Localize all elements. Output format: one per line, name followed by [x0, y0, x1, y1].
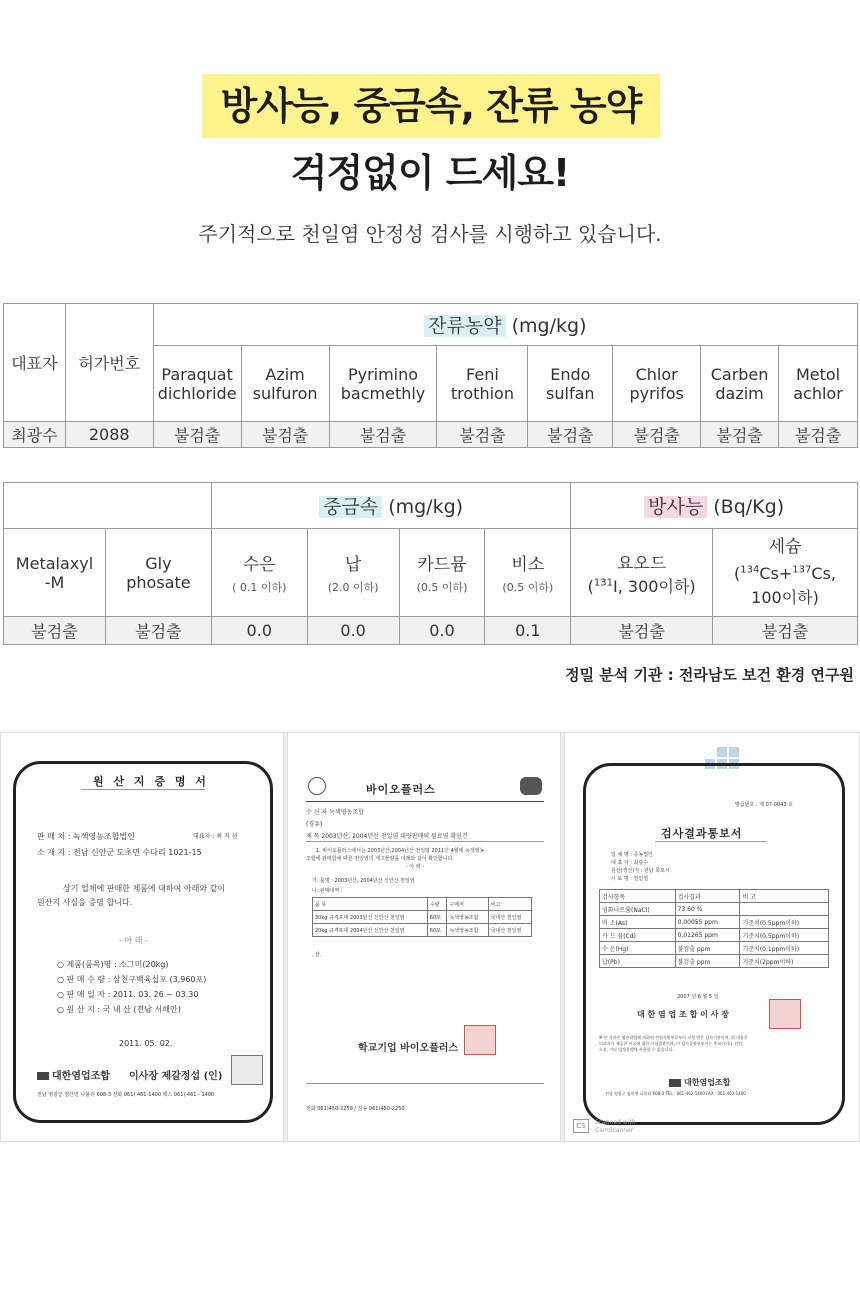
pesticide-col: Metol achlor: [779, 346, 858, 422]
doc2-header: 바이오플러스: [366, 783, 436, 796]
doc3-results-table: 검사항목 검사결과 비 고 염화나트륨(NaCl) 73.60 % 비 소(As) 0.00055 ppm 기준치(0.5ppm이하) 카 드 뮴(Cd) 0.01265 ppm 기준치(0.5ppm이하) 수 은(Hg) 불검출 ppm 기준치(0.1ppm이하) 납(Pb) 불검출 ppm 기준치(2ppm이하): [599, 889, 829, 968]
doc2-end: . 끝.: [312, 952, 322, 958]
doc2-note1: 가. 품명 : 2003년산, 2004년산 신안산 천일염: [312, 878, 415, 884]
result-cell: 0.1: [485, 617, 571, 645]
doc1-item2: ○ 판 매 수 량 : 삼천구백육십포 (3,960포): [57, 975, 207, 984]
doc1-footer: 전남 영광군 염산면 나불리 608-3 전화 061) 461-1400 팩스 061) 461 - 1400: [37, 1092, 215, 1098]
doc1-body2: 원산지 사실을 증명 합니다.: [37, 898, 133, 907]
metals-results-row: [4, 617, 858, 645]
result-cell: 0.0: [307, 617, 399, 645]
result-cell: 불검출: [528, 422, 613, 448]
headline-highlight: [202, 74, 660, 138]
metals-radiation-table: [3, 482, 858, 645]
university-logo-icon: [308, 777, 326, 795]
metals-names-row: [4, 529, 858, 617]
doc3-note: ※ 본 기관은 염관리법에 의하여 산업자원부로부터 지정 받은 검사기관이며, 위 내용은: [599, 1035, 748, 1040]
doc1-seller: 판 매 처 : 녹색영농조합법인: [37, 832, 135, 841]
doc2-note2: 나. 판매내역 :: [312, 888, 343, 894]
result-cell: 불검출: [105, 617, 211, 645]
col-representative: 대표자: [4, 304, 66, 422]
result-cell: 불검출: [613, 422, 701, 448]
col-glyphosate: Gly phosate: [105, 529, 211, 617]
doc1-item1: ○ 제품(품목)명 : 소그미(20kg): [57, 960, 169, 969]
radiation-label: 방사능: [644, 496, 707, 518]
radio-col-cesium: 세슘 ($^{134}$Cs+$^{137}$Cs, 100이하): [713, 529, 858, 617]
doc3-info: 대 표 자 : 최광수: [611, 860, 649, 866]
metal-col-cadmium: 카드뮴 (0.5 이하): [399, 529, 485, 617]
seal-stamp-icon: [231, 1055, 263, 1085]
bioplus-letter-scan: [287, 732, 561, 1142]
doc2-subject: 제 목 2003년산, 2004년산 천일염 대량판매의 원료염 확인건: [306, 833, 468, 840]
doc1-org: 대한염업조합: [37, 1067, 110, 1082]
org-logo-icon: [37, 1072, 49, 1080]
doc1-below: - 아 래 -: [119, 936, 148, 945]
pesticide-col: Endo sulfan: [528, 346, 613, 422]
doc1-seller-rep: 대표자 : 최 지 선: [193, 833, 238, 840]
doc1-item4: ○ 원 산 지 : 국 내 산 (전남 서해안): [57, 1005, 181, 1014]
subtitle: 주기적으로 천일염 안정성 검사를 시행하고 있습니다.: [198, 222, 662, 246]
result-cell: 불검출: [713, 617, 858, 645]
pesticide-group-label: 잔류농약: [424, 315, 505, 337]
radiation-group-header: [571, 483, 858, 529]
doc3-title: 검사결과통보서: [661, 827, 743, 840]
radiation-unit: (Bq/Kg): [713, 496, 785, 518]
doc1-address: 소 재 지 : 전남 신안군 도초면 수다리 1021-15: [37, 848, 202, 857]
result-cell: 불검출: [4, 617, 106, 645]
doc2-below: - 아 래 -: [406, 864, 425, 870]
camscanner-logo-icon: CS: [573, 1119, 589, 1133]
pesticide-group-header: [153, 304, 857, 346]
col-metalaxyl: Metalaxyl -M: [4, 529, 106, 617]
test-result-report-scan: [564, 732, 860, 1142]
heavy-metal-group-header: [211, 483, 570, 529]
doc1-date: 2011. 05. 02.: [119, 1039, 173, 1048]
pesticide-table: [3, 303, 858, 448]
pesticide-col: Paraquat dichloride: [153, 346, 241, 422]
scanner-watermark: Scanned with: [595, 1119, 636, 1126]
heavy-metal-unit: (mg/kg): [388, 496, 464, 518]
red-seal-stamp-icon: [769, 999, 801, 1029]
doc3-note: 의뢰자가 제공한 시료에 대한 시험결과이며, 이 검사결과통보서는 홍보이거나 선전,: [599, 1041, 744, 1046]
origin-certificate-scan: [0, 732, 284, 1142]
heavy-metal-label: 중금속: [319, 496, 382, 518]
doc1-item3: ○ 판 매 일 자 : 2011. 03. 26 ~ 03.30: [57, 990, 199, 999]
pesticide-results-row: [4, 422, 858, 448]
result-cell: 불검출: [701, 422, 779, 448]
doc2-body1: 1. 바이오플러스에서는 2003년산,2004년산 천일염 2011년 4월에 녹색영농: [316, 848, 485, 854]
doc2-via: (경유): [306, 821, 323, 828]
result-cell: 불검출: [779, 422, 858, 448]
analysis-agency: 정밀 분석 기관 : 전라남도 보건 환경 연구원: [565, 666, 854, 684]
result-cell: 불검출: [571, 617, 713, 645]
doc3-info: 시 료 명 : 천일염: [611, 876, 649, 882]
doc2-footer: 전화 061)450-2259 / 전송 061)450-2250: [306, 1106, 405, 1112]
doc2-body2: 조합에 판매함에 따른 천일염의 재고물량을 아래와 같이 확인합니다.: [306, 856, 454, 862]
pesticide-col: Azim sulfuron: [241, 346, 329, 422]
doc2-signer: 학교기업 바이오플러스: [358, 1043, 459, 1054]
doc3-note: 소송, 기타 법정분쟁에 사용할 수 없습니다.: [599, 1047, 674, 1052]
pesticide-col: Pyrimino bacmethly: [329, 346, 437, 422]
doc3-info: 업 체 명 : 증농법인: [611, 852, 653, 858]
doc1-signer: 이사장 제갈정섭 (인): [129, 1071, 223, 1082]
doc2-recipient: 수 신 자 녹색영농조합: [306, 809, 364, 816]
pesticide-col: Chlor pyrifos: [613, 346, 701, 422]
result-cell: 0.0: [399, 617, 485, 645]
permit-value: 2088: [65, 422, 153, 448]
radio-col-iodine: 요오드 ($^{131}$I, 300이하): [571, 529, 713, 617]
doc3-issuer: 대 한 염 업 조 합 이 사 장: [637, 1010, 729, 1019]
metal-col-arsenic: 비소 (0.5 이하): [485, 529, 571, 617]
pesticide-col: Feni trothion: [437, 346, 528, 422]
result-cell: 불검출: [329, 422, 437, 448]
doc1-title: 원 산 지 증 명 서: [93, 775, 209, 788]
headline-line1: 방사능, 중금속, 잔류 농약: [220, 84, 642, 128]
scanner-watermark: CamScanner: [595, 1127, 634, 1134]
red-seal-stamp-icon: [464, 1025, 496, 1055]
doc3-footer: 전남 영광군 염산면 나불리 608-3 TEL : 061-462-1400 FAX : 061-463-1400: [605, 1091, 746, 1096]
blank-header: [4, 483, 212, 529]
result-cell: 0.0: [211, 617, 307, 645]
pesticide-col: Carben dazim: [701, 346, 779, 422]
col-permit: 허가번호: [65, 304, 153, 422]
org-logo-icon: [669, 1079, 681, 1087]
result-cell: 불검출: [241, 422, 329, 448]
doc1-body1: 상기 업체에 판매한 제품에 대하여 아래와 같이: [63, 884, 226, 893]
rep-value: 최광수: [4, 422, 66, 448]
doc3-org: 대한염업조합: [669, 1077, 730, 1088]
doc2-sales-table: 품 목 수량 구매처 비고 30kg 규격포대 2003년산 신안산 천일염 60포 녹색영농조합 국내산 천일염 20kg 규격포대 2004년산 신안산 천일염 60포 녹색영농조합 국내산 천일염: [312, 897, 532, 937]
doc3-date: 2007 년 6 월 5 일: [677, 994, 719, 1000]
metal-col-lead: 납 (2.0 이하): [307, 529, 399, 617]
doc3-number: 발급번호 : 제 07-0043 호: [735, 802, 793, 808]
result-cell: 불검출: [437, 422, 528, 448]
metal-col-mercury: 수은 ( 0.1 이하): [211, 529, 307, 617]
pesticide-group-unit: (mg/kg): [511, 315, 587, 337]
result-cell: 불검출: [153, 422, 241, 448]
headline-line2: 걱정없이 드세요!: [290, 151, 570, 195]
elephant-logo-icon: [520, 777, 542, 795]
doc3-info: 원산(생산)지 : 전남 목포시: [611, 868, 670, 874]
